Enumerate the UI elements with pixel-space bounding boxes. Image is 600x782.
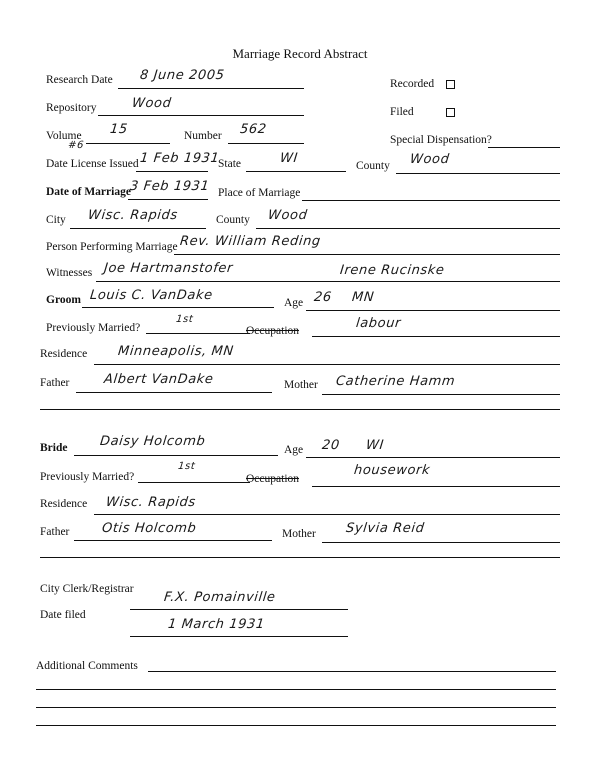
groom-previously-married-line bbox=[146, 333, 250, 334]
groom-name-value[interactable]: Louis C. VanDake bbox=[89, 288, 214, 303]
city-county-value[interactable]: Wood bbox=[267, 208, 309, 223]
city-clerk-label: City Clerk/Registrar bbox=[40, 583, 134, 595]
research-date-label: Research Date bbox=[46, 74, 113, 86]
bride-occupation-line bbox=[312, 486, 560, 487]
state-label: State bbox=[218, 158, 241, 170]
city-value[interactable]: Wisc. Rapids bbox=[87, 208, 179, 223]
bride-mother-label: Mother bbox=[282, 528, 316, 540]
witnesses-label: Witnesses bbox=[46, 267, 93, 279]
state-line bbox=[246, 171, 346, 172]
special-dispensation-line bbox=[488, 147, 560, 148]
groom-occupation-line bbox=[312, 336, 560, 337]
bride-label: Bride bbox=[40, 442, 68, 454]
number-note: #6 bbox=[67, 140, 85, 151]
volume-line bbox=[86, 143, 170, 144]
groom-extra-line bbox=[40, 409, 560, 410]
recorded-label: Recorded bbox=[390, 78, 435, 90]
bride-father-value[interactable]: Otis Holcomb bbox=[101, 521, 198, 536]
bride-previously-married-value[interactable]: 1st bbox=[177, 461, 196, 472]
bride-previously-married-line bbox=[138, 482, 250, 483]
bride-line bbox=[74, 455, 278, 456]
person-performing-value[interactable]: Rev. William Reding bbox=[179, 234, 322, 249]
bride-extra-line bbox=[40, 557, 560, 558]
county-label: County bbox=[356, 160, 390, 172]
groom-age-line bbox=[306, 310, 560, 311]
number-label: Number bbox=[184, 130, 222, 142]
groom-mother-label: Mother bbox=[284, 379, 318, 391]
witnesses-line bbox=[96, 281, 560, 282]
city-clerk-line bbox=[130, 609, 348, 610]
groom-label: Groom bbox=[46, 294, 81, 306]
comments-line-1[interactable] bbox=[148, 671, 556, 672]
groom-previously-married-value[interactable]: 1st bbox=[175, 314, 194, 325]
bride-mother-line bbox=[322, 542, 560, 543]
bride-age-line bbox=[306, 457, 560, 458]
city-clerk-value[interactable]: F.X. Pomainville bbox=[163, 590, 277, 605]
bride-mother-value[interactable]: Sylvia Reid bbox=[345, 521, 426, 536]
date-of-marriage-label: Date of Marriage bbox=[46, 186, 131, 198]
county-value[interactable]: Wood bbox=[409, 152, 451, 167]
additional-comments-label: Additional Comments bbox=[36, 660, 138, 672]
date-filed-value[interactable]: 1 March 1931 bbox=[167, 617, 266, 632]
person-performing-label: Person Performing Marriage bbox=[46, 241, 178, 253]
groom-residence-line bbox=[94, 364, 560, 365]
place-of-marriage-label: Place of Marriage bbox=[218, 187, 301, 199]
person-performing-line bbox=[174, 254, 560, 255]
bride-father-line bbox=[74, 540, 272, 541]
witness-2-value[interactable]: Irene Rucinske bbox=[339, 263, 446, 278]
volume-value[interactable]: 15 bbox=[109, 122, 129, 137]
groom-father-value[interactable]: Albert VanDake bbox=[103, 372, 215, 387]
date-filed-line bbox=[130, 636, 348, 637]
groom-residence-value[interactable]: Minneapolis, MN bbox=[117, 344, 235, 359]
research-date-line bbox=[118, 88, 304, 89]
bride-name-value[interactable]: Daisy Holcomb bbox=[99, 434, 207, 449]
repository-label: Repository bbox=[46, 102, 97, 114]
groom-occupation-value[interactable]: labour bbox=[355, 316, 402, 331]
special-dispensation-label: Special Dispensation? bbox=[390, 134, 492, 146]
bride-occupation-value[interactable]: housework bbox=[353, 463, 431, 478]
date-license-label: Date License Issued bbox=[46, 158, 139, 170]
bride-state-value[interactable]: WI bbox=[365, 438, 385, 453]
groom-mother-value[interactable]: Catherine Hamm bbox=[335, 374, 456, 389]
state-value[interactable]: WI bbox=[279, 151, 299, 166]
bride-occupation-label: Occupation bbox=[246, 473, 300, 485]
city-line bbox=[70, 228, 206, 229]
comments-line-3[interactable] bbox=[36, 707, 556, 708]
number-value[interactable]: 562 bbox=[239, 122, 268, 137]
groom-previously-married-label: Previously Married? bbox=[46, 322, 141, 334]
witness-1-value[interactable]: Joe Hartmanstofer bbox=[103, 261, 234, 276]
groom-line bbox=[82, 307, 274, 308]
groom-father-label: Father bbox=[40, 377, 70, 389]
county-line bbox=[396, 173, 560, 174]
comments-line-2[interactable] bbox=[36, 689, 556, 690]
date-license-line bbox=[136, 171, 208, 172]
place-of-marriage-line bbox=[302, 200, 560, 201]
bride-father-label: Father bbox=[40, 526, 70, 538]
groom-mother-line bbox=[322, 394, 560, 395]
groom-age-label: Age bbox=[284, 297, 304, 309]
volume-label: Volume bbox=[46, 130, 82, 142]
city-county-label: County bbox=[216, 214, 250, 226]
number-line bbox=[228, 143, 304, 144]
date-license-value[interactable]: 1 Feb 1931 bbox=[139, 151, 221, 166]
bride-residence-label: Residence bbox=[40, 498, 88, 510]
repository-line bbox=[98, 115, 304, 116]
groom-occupation-label: Occupation bbox=[246, 325, 300, 337]
city-county-line bbox=[256, 228, 560, 229]
recorded-checkbox[interactable] bbox=[446, 80, 455, 89]
groom-residence-label: Residence bbox=[40, 348, 88, 360]
bride-age-label: Age bbox=[284, 444, 304, 456]
bride-residence-line bbox=[94, 514, 560, 515]
bride-age-value[interactable]: 20 bbox=[321, 438, 341, 453]
repository-value[interactable]: Wood bbox=[131, 96, 173, 111]
city-label: City bbox=[46, 214, 66, 226]
date-of-marriage-line bbox=[128, 199, 208, 200]
filed-label: Filed bbox=[390, 106, 414, 118]
bride-previously-married-label: Previously Married? bbox=[40, 471, 135, 483]
date-of-marriage-value[interactable]: 3 Feb 1931 bbox=[129, 179, 211, 194]
groom-age-value[interactable]: 26 bbox=[313, 290, 333, 305]
research-date-value[interactable]: 8 June 2005 bbox=[139, 68, 226, 83]
comments-line-4[interactable] bbox=[36, 725, 556, 726]
filed-checkbox[interactable] bbox=[446, 108, 455, 117]
date-filed-label: Date filed bbox=[40, 609, 86, 621]
form-title: Marriage Record Abstract bbox=[232, 46, 368, 61]
bride-residence-value[interactable]: Wisc. Rapids bbox=[105, 495, 197, 510]
groom-state-value[interactable]: MN bbox=[351, 290, 375, 305]
groom-father-line bbox=[76, 392, 272, 393]
